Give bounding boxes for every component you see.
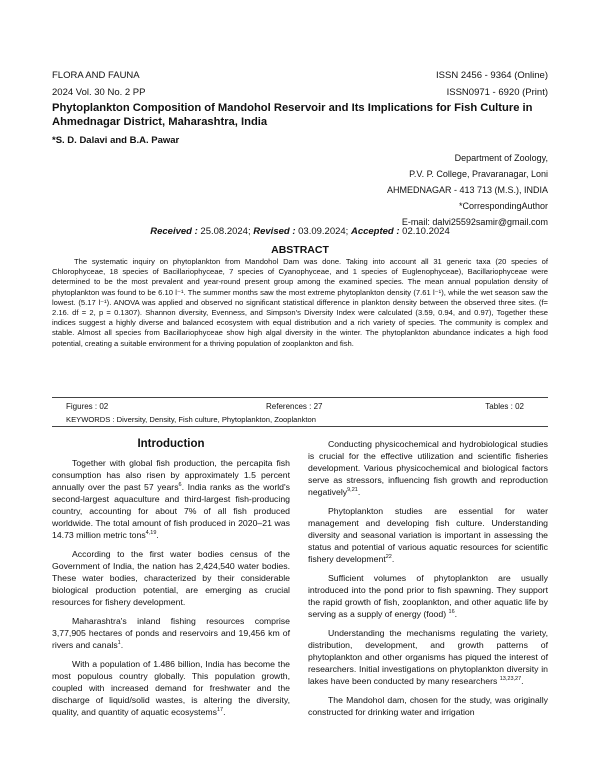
citation[interactable]: 22 <box>385 554 392 561</box>
affiliation <box>387 150 548 230</box>
issn-print: ISSN0971 - 6920 (Print) <box>446 87 548 98</box>
revised-label: Revised : <box>253 226 296 237</box>
abstract-heading: ABSTRACT <box>271 244 329 256</box>
figures-count: Figures : 02 <box>66 402 109 411</box>
affiliation-line: AHMEDNAGAR - 413 713 (M.S.), INDIA <box>386 185 548 195</box>
affiliation-line: P.V. P. College, Pravaranagar, Loni <box>409 169 548 179</box>
citation[interactable]: 4,19 <box>145 530 157 537</box>
citation[interactable]: 16 <box>448 609 455 616</box>
article-meta <box>66 402 536 411</box>
affiliation-line: Department of Zoology, <box>454 153 548 163</box>
revised-date: 03.09.2024; <box>295 226 351 237</box>
paper-title: Phytoplankton Composition of Mandohol Reservoir and Its Implications for Fish Culture in Ahmednagar District, Maharashtra, India <box>52 102 533 128</box>
column-left <box>52 438 290 725</box>
paragraph: Maharashtra's inland fishing resources comprise 3,77,905 hectares of ponds and reservoirs and 19,456 km of rivers and canals$^1$. <box>52 616 290 650</box>
citation[interactable]: 17 <box>217 707 224 714</box>
received-label: Received : <box>150 226 198 237</box>
authors: *S. D. Dalavi and B.A. Pawar <box>52 135 180 146</box>
abstract-text: The systematic inquiry on phytoplankton from Mandohol Dam was done. Taking into account all 31 generic taxa (20 species of Chlorophyceae, 18 species of Bacillariophyceae, 7 species of Cyanophyceae, and 1 species of Euglenophyceae), Bacillariophyceae were determined to be the most prevalent and year-round present group among the examined species. The mean annual population density of phytoplankton was found to be 6.10 l⁻¹. The summer months saw the most extreme phytoplankton density (7.61 l⁻¹), while the wet season saw the lowest. (5.17 l⁻¹). ANOVA was applied and observed no significant statistical difference in plankton density between the observed three sites. (f= 2.16. df = 2, p = 0.1307). Shannon diversity, Evenness, and Simpson's Diversity Index were calculated (3.59, 0.94, and 0.97), Together these indices suggest a highly diverse and balanced ecosystem with equal distribution and a rich variety of species. The community is complex and stable. Almost all species from Bacillariophyceae show high algal diversity in the winter. The phytoplankton abundance indicates a high food potential, creating a suitable environment for a thriving population of zooplankton and fish. <box>52 257 548 348</box>
paragraph: With a population of 1.486 billion, India has become the most populous country globally. This population growth, coupled with increased demand for freshwater and the discharge of liquid/solid wastes, is altering the diversity, quality, and quantity of aquatic ecosystems$^{17}$. <box>52 659 290 717</box>
keywords: KEYWORDS : Diversity, Density, Fish culture, Phytoplankton, Zooplankton <box>66 415 316 424</box>
paragraph: Phytoplankton studies are essential for water management and developing fish culture. Understanding diversity and seasonal variation is important in assessing the status and potential of various aquatic resources for scientific fishery development$^{22}$. <box>308 506 548 564</box>
paragraph: The Mandohol dam, chosen for the study, was originally constructed for drinking water and irrigation <box>308 695 548 717</box>
received-date: 25.08.2024; <box>197 226 254 237</box>
volume-info: 2024 Vol. 30 No. 2 PP <box>52 87 146 98</box>
citation[interactable]: 1 <box>117 640 121 647</box>
citation[interactable]: 9,21 <box>347 487 358 494</box>
paragraph: Sufficient volumes of phytoplankton are usually introduced into the pond prior to fish spawning. They support the rapid growth of fish, zooplankton, and other aquatic life by serving as a supply of energy (food) $^{16}$. <box>308 573 548 619</box>
issn-online: ISSN 2456 - 9364 (Online) <box>436 70 548 81</box>
divider <box>52 397 548 398</box>
affiliation-line: *CorrespondingAuthor <box>458 201 548 211</box>
abstract <box>52 257 548 349</box>
paragraph: Together with global fish production, the percapita fish consumption has also risen by approximately 1.5 percent annually over the past 57 years$^6$. India ranks as the world's second-largest aquaculture and third-largest fish-producing country, accounting for about 7% of all fish produced worldwide. The total amount of fish produced in 2020–21 was 14.73 million metric tons$^{4,19}$. <box>52 458 290 540</box>
journal-name: FLORA AND FAUNA <box>52 70 140 81</box>
tables-count: Tables : 02 <box>485 402 524 411</box>
paragraph: Understanding the mechanisms regulating the variety, distribution, development, and growth patterns of phytoplankton and other organisms has piqued the interest of researchers. Initial investigations on phytoplankton diversity in lakes have been conducted by many researchers $^{13,23,27}$. <box>308 628 548 686</box>
accepted-date: 02.10.2024 <box>399 226 450 237</box>
paragraph: Conducting physicochemical and hydrobiological studies is crucial for the effective utilization and scientific fisheries development. Various physicochemical and biological factors serve as stressors, influencing fish growth and reproduction negatively$^{9,21}$. <box>308 439 548 497</box>
citation[interactable]: 6 <box>178 482 182 489</box>
divider <box>52 426 548 427</box>
column-right <box>308 438 548 725</box>
email-link[interactable]: E-mail: dalvi25592samir@gmail.com <box>401 217 548 227</box>
references-count: References : 27 <box>266 402 323 411</box>
intro-heading: Introduction <box>137 438 205 450</box>
accepted-label: Accepted : <box>350 226 400 237</box>
submission-dates <box>52 226 548 237</box>
paragraph: According to the first water bodies census of the Government of India, the nation has 2,424,540 water bodies. These water bodies, characterized by their considerable biological production potential, are emerging as crucial resources for fishery development. <box>52 549 290 607</box>
citation[interactable]: 13,23,27 <box>499 676 522 683</box>
